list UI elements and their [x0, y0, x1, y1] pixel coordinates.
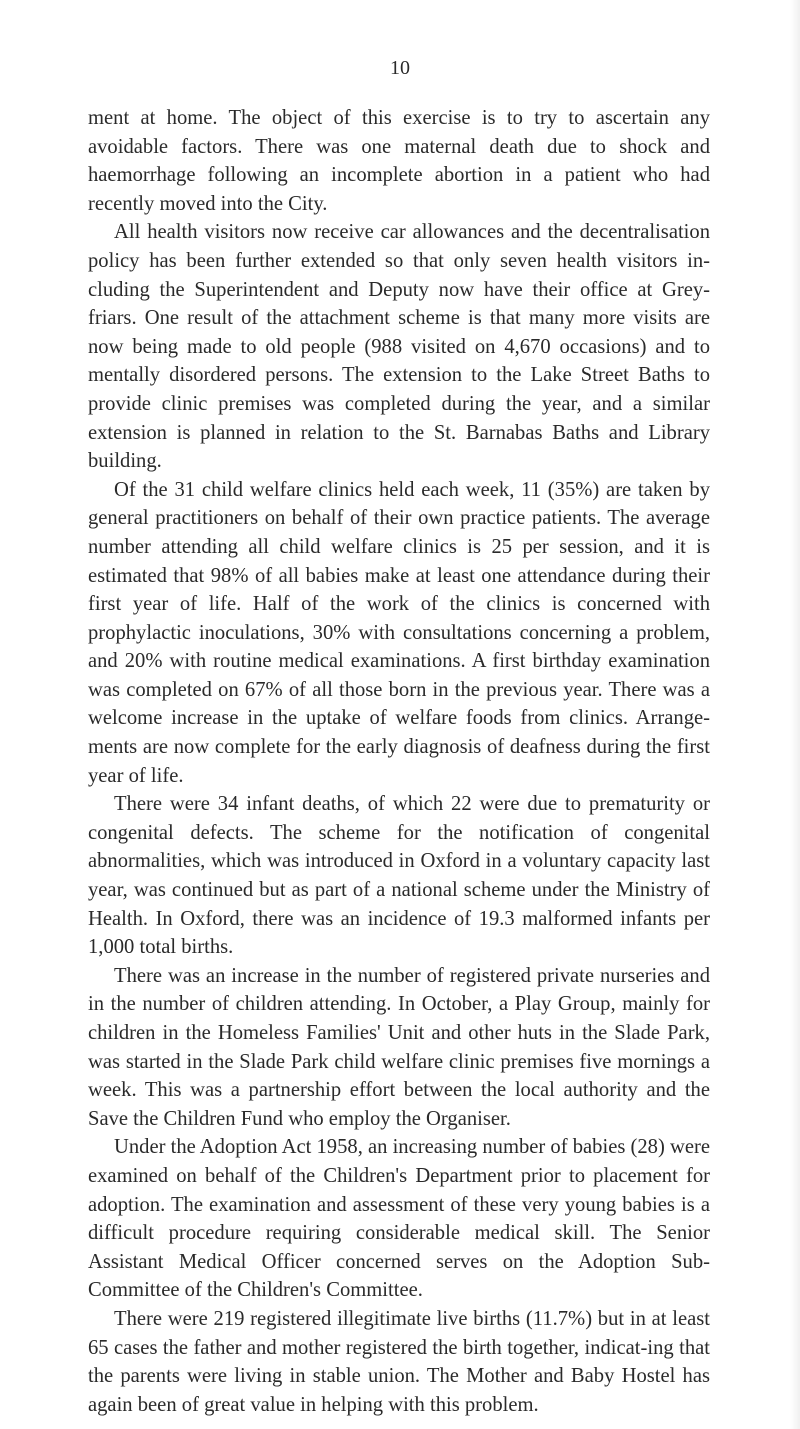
- page-edge-shadow: [790, 0, 800, 1429]
- paragraph-infant-deaths: There were 34 infant deaths, of which 22 were due to prematurity or congenital defects. The scheme for the notification of congenital abnormalities, which was introduced in Oxford in a voluntary capacity last year, was continued but as part of a national scheme under the Ministry of Health. In Oxford, there was an incidence of 19.3 malformed infants per 1,000 total births.: [88, 793, 710, 959]
- body-text: [88, 104, 710, 1419]
- paragraph-illegitimate-births: There were 219 registered illegitimate live births (11.7%) but in at least 65 cases the father and mother registered the birth together, indicat-ing that the parents were living in stable union. The Mother and Baby Hostel has again been of great value in helping with this problem.: [88, 1307, 710, 1416]
- paragraph-nurseries: There was an increase in the number of registered private nurseries and in the number of children attending. In October, a Play Group, mainly for children in the Homeless Families' Unit and other huts in the Slade Park, was started in the Slade Park child welfare clinic premises five mornings a week. This was a partnership effort between the local authority and the Save the Children Fund who employ the Organiser.: [88, 964, 710, 1130]
- paragraph-continuation: ment at home. The object of this exercise is to try to ascertain any avoidable factors. There was one maternal death due to shock and haemorrhage following an incomplete abortion in a patient who had recently moved into the City.: [88, 107, 710, 215]
- paragraph-health-visitors: All health visitors now receive car allowances and the decentralisation policy has been further extended so that only seven health visitors in-cluding the Superintendent and Deputy now have their office at Grey-friars. One result of the attachment scheme is that many more visits are now being made to old people (988 visited on 4,670 occasions) and to mentally disordered persons. The extension to the Lake Street Baths to provide clinic premises was completed during the year, and a similar extension is planned in relation to the St. Barnabas Baths and Library building.: [88, 221, 710, 473]
- paragraph-adoption: Under the Adoption Act 1958, an increasing number of babies (28) were examined on behalf of the Children's Department prior to placement for adoption. The examination and assessment of these very young babies is a difficult procedure requiring considerable medical skill. The Senior Assistant Medical Officer concerned serves on the Adoption Sub-Committee of the Children's Committee.: [88, 1136, 710, 1302]
- page-number: 10: [390, 57, 410, 79]
- paragraph-child-welfare-clinics: Of the 31 child welfare clinics held each week, 11 (35%) are taken by general practitioners on behalf of their own practice patients. The average number attending all child welfare clinics is 25 per session, and it is estimated that 98% of all babies make at least one attendance during their first year of life. Half of the work of the clinics is concerned with prophylactic inoculations, 30% with consultations concerning a problem, and 20% with routine medical examinations. A first birthday examination was completed on 67% of all those born in the previous year. There was a welcome increase in the uptake of welfare foods from clinics. Arrange-ments are now complete for the early diagnosis of deafness during the first year of life.: [88, 478, 710, 787]
